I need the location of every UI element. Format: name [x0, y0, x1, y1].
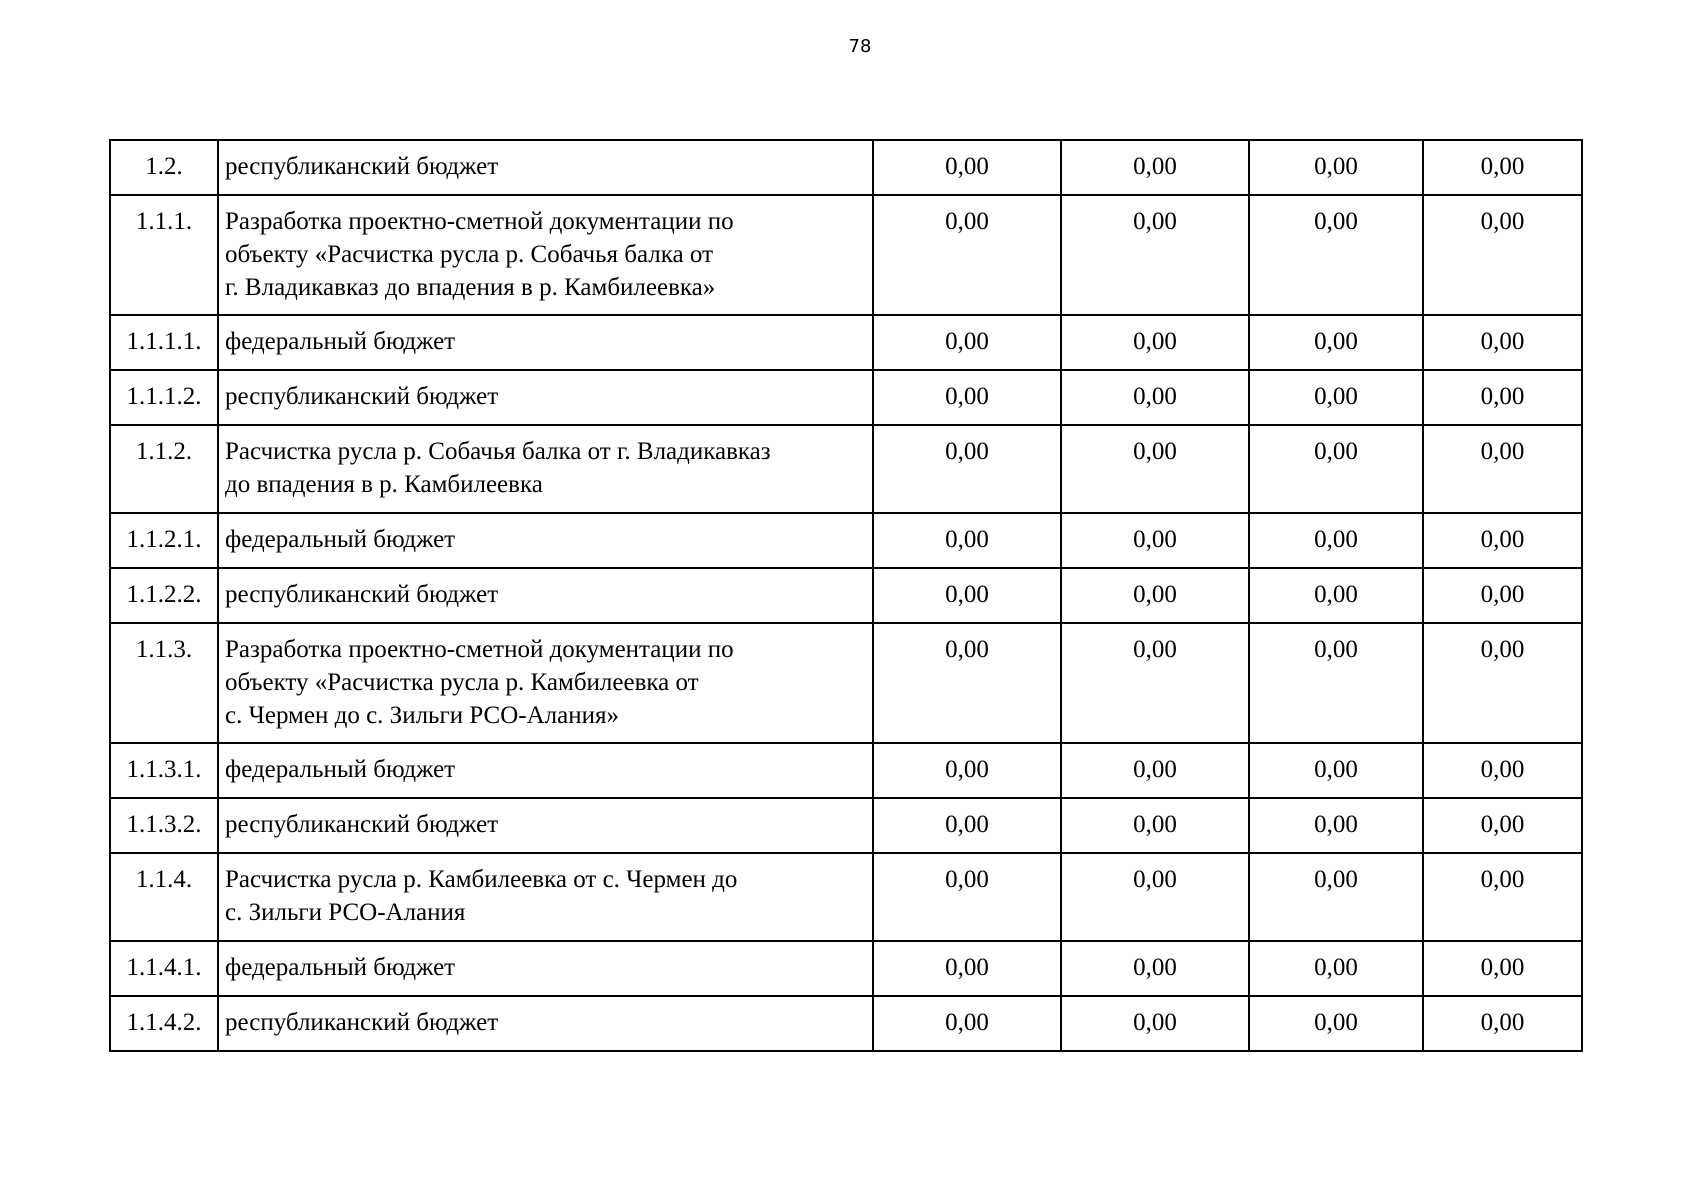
row-number: 1.1.2.	[110, 425, 218, 513]
value-cell: 0,00	[1423, 941, 1582, 996]
value-cell: 0,00	[1061, 941, 1249, 996]
value-cell: 0,00	[1061, 853, 1249, 941]
table-row	[110, 941, 1582, 996]
row-name: федеральный бюджет	[218, 315, 873, 370]
value-cell: 0,00	[1423, 996, 1582, 1051]
value-cell: 0,00	[1423, 568, 1582, 623]
value-cell: 0,00	[1423, 513, 1582, 568]
row-number: 1.1.4.1.	[110, 941, 218, 996]
value-cell: 0,00	[1249, 195, 1423, 315]
table-row	[110, 370, 1582, 425]
value-cell: 0,00	[873, 425, 1061, 513]
value-cell: 0,00	[873, 315, 1061, 370]
row-number: 1.1.4.	[110, 853, 218, 941]
value-cell: 0,00	[1249, 996, 1423, 1051]
row-name: федеральный бюджет	[218, 513, 873, 568]
table-row	[110, 513, 1582, 568]
value-cell: 0,00	[1423, 425, 1582, 513]
table-row	[110, 853, 1582, 941]
table-row	[110, 140, 1582, 195]
page-number: 78	[848, 36, 872, 57]
row-number: 1.1.1.1.	[110, 315, 218, 370]
value-cell: 0,00	[1249, 425, 1423, 513]
table-row	[110, 798, 1582, 853]
row-name: Расчистка русла р. Собачья балка от г. Владикавказ до впадения в р. Камбилеевка	[218, 425, 873, 513]
value-cell: 0,00	[873, 941, 1061, 996]
value-cell: 0,00	[1249, 798, 1423, 853]
value-cell: 0,00	[1249, 941, 1423, 996]
value-cell: 0,00	[873, 743, 1061, 798]
value-cell: 0,00	[873, 513, 1061, 568]
value-cell: 0,00	[873, 798, 1061, 853]
value-cell: 0,00	[1423, 315, 1582, 370]
value-cell: 0,00	[1061, 743, 1249, 798]
value-cell: 0,00	[1061, 623, 1249, 743]
value-cell: 0,00	[1423, 623, 1582, 743]
value-cell: 0,00	[873, 140, 1061, 195]
value-cell: 0,00	[1423, 370, 1582, 425]
row-number: 1.2.	[110, 140, 218, 195]
row-number: 1.1.3.	[110, 623, 218, 743]
table-row	[110, 315, 1582, 370]
value-cell: 0,00	[873, 568, 1061, 623]
row-number: 1.1.2.1.	[110, 513, 218, 568]
value-cell: 0,00	[1249, 623, 1423, 743]
value-cell: 0,00	[1061, 315, 1249, 370]
row-number: 1.1.1.	[110, 195, 218, 315]
value-cell: 0,00	[873, 370, 1061, 425]
value-cell: 0,00	[873, 195, 1061, 315]
table-row	[110, 425, 1582, 513]
value-cell: 0,00	[1249, 140, 1423, 195]
value-cell: 0,00	[1061, 140, 1249, 195]
value-cell: 0,00	[1061, 568, 1249, 623]
row-name: республиканский бюджет	[218, 370, 873, 425]
table-row	[110, 996, 1582, 1051]
value-cell: 0,00	[1061, 996, 1249, 1051]
value-cell: 0,00	[1249, 513, 1423, 568]
table-row	[110, 568, 1582, 623]
value-cell: 0,00	[873, 623, 1061, 743]
table-row	[110, 743, 1582, 798]
value-cell: 0,00	[1249, 315, 1423, 370]
value-cell: 0,00	[1061, 425, 1249, 513]
budget-table	[109, 139, 1583, 1052]
row-name: Разработка проектно-сметной документации по объекту «Расчистка русла р. Собачья балка от г. Владикавказ до впадения в р. Камбилеевка»	[218, 195, 873, 315]
row-name: федеральный бюджет	[218, 941, 873, 996]
row-name: Разработка проектно-сметной документации по объекту «Расчистка русла р. Камбилеевка от с. Чермен до с. Зильги РСО-Алания»	[218, 623, 873, 743]
row-number: 1.1.2.2.	[110, 568, 218, 623]
value-cell: 0,00	[1249, 370, 1423, 425]
value-cell: 0,00	[1423, 195, 1582, 315]
value-cell: 0,00	[1249, 568, 1423, 623]
row-name: федеральный бюджет	[218, 743, 873, 798]
row-name: республиканский бюджет	[218, 140, 873, 195]
row-number: 1.1.3.2.	[110, 798, 218, 853]
value-cell: 0,00	[1423, 140, 1582, 195]
value-cell: 0,00	[1423, 743, 1582, 798]
row-number: 1.1.4.2.	[110, 996, 218, 1051]
row-name: Расчистка русла р. Камбилеевка от с. Чермен до с. Зильги РСО-Алания	[218, 853, 873, 941]
value-cell: 0,00	[1249, 743, 1423, 798]
row-number: 1.1.3.1.	[110, 743, 218, 798]
row-name: республиканский бюджет	[218, 798, 873, 853]
value-cell: 0,00	[1061, 370, 1249, 425]
value-cell: 0,00	[1249, 853, 1423, 941]
table-row	[110, 623, 1582, 743]
row-name: республиканский бюджет	[218, 568, 873, 623]
value-cell: 0,00	[1423, 798, 1582, 853]
value-cell: 0,00	[1061, 195, 1249, 315]
row-name: республиканский бюджет	[218, 996, 873, 1051]
value-cell: 0,00	[1061, 798, 1249, 853]
row-number: 1.1.1.2.	[110, 370, 218, 425]
value-cell: 0,00	[873, 853, 1061, 941]
value-cell: 0,00	[873, 996, 1061, 1051]
value-cell: 0,00	[1061, 513, 1249, 568]
table-row	[110, 195, 1582, 315]
value-cell: 0,00	[1423, 853, 1582, 941]
